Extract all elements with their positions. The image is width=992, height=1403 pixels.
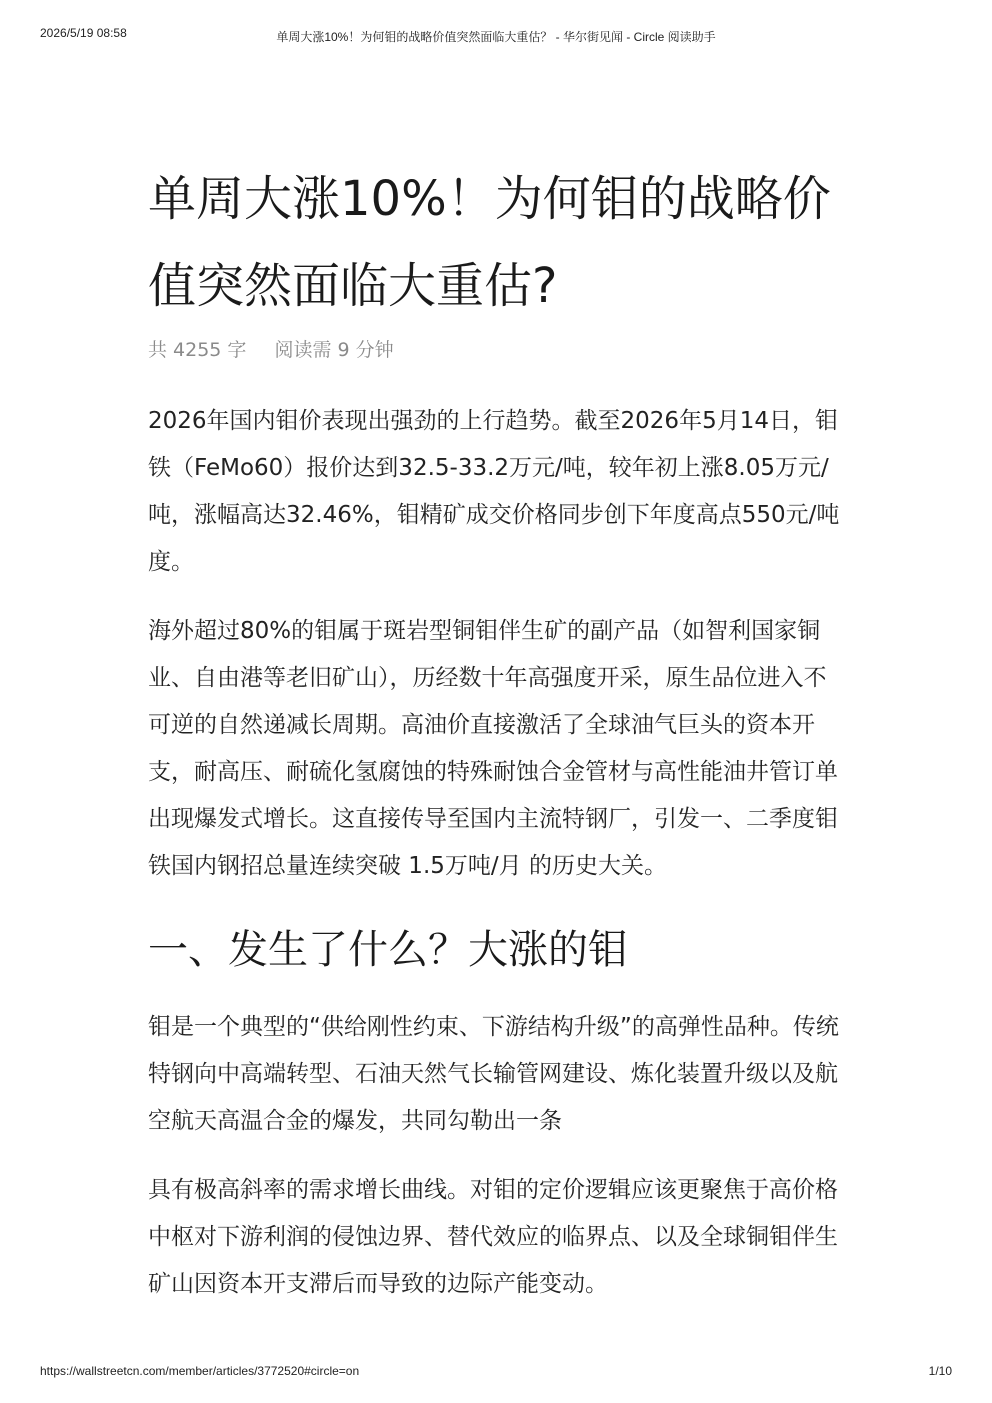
article-paragraph: 海外超过80%的钼属于斑岩型铜钼伴生矿的副产品（如智利国家铜业、自由港等老旧矿山），历经数十年高强度开采，原生品位进入不可逆的自然递减长周期。高油价直接激活了全球油气巨头的资本开支，耐高压、耐硫化氢腐蚀的特殊耐蚀合金管材与高性能油井管订单出现爆发式增长。这直接传导至国内主流特钢厂，引发一、二季度钼铁国内钢招总量连续突破 1.5万吨/月 的历史大关。 [148, 618, 838, 879]
article-meta [148, 336, 848, 364]
read-time: 阅读需 9 分钟 [274, 339, 394, 361]
page-number: 1/10 [928, 1364, 952, 1378]
print-page-title: 单周大涨10%！为何钼的战略价值突然面临大重估？ - 华尔街见闻 - Circle 阅读助手 [276, 30, 716, 44]
section-paragraph: 钼是一个典型的“供给刚性约束、下游结构升级”的高弹性品种。传统特钢向中高端转型、石油天然气长输管网建设、炼化装置升级以及航空航天高温合金的爆发，共同勾勒出一条 [148, 1014, 839, 1134]
article-paragraph: 2026年国内钼价表现出强劲的上行趋势。截至2026年5月14日，钼铁（FeMo60）报价达到32.5-33.2万元/吨，较年初上涨8.05万元/吨，涨幅高达32.46%，钼精矿成交价格同步创下年度高点550元/吨度。 [148, 408, 840, 575]
section-paragraph: 具有极高斜率的需求增长曲线。对钼的定价逻辑应该更聚焦于高价格中枢对下游利润的侵蚀边界、替代效应的临界点、以及全球铜钼伴生矿山因资本开支滞后而导致的边际产能变动。 [148, 1177, 838, 1297]
print-footer [0, 1364, 992, 1380]
section-heading: 一、发生了什么？大涨的钼 [148, 927, 628, 973]
word-count: 共 4255 字 [148, 339, 247, 361]
article-title: 单周大涨10%！为何钼的战略价值突然面临大重估? [148, 171, 831, 314]
print-timestamp: 2026/5/19 08:58 [40, 26, 127, 40]
print-header [0, 26, 992, 42]
article-url[interactable]: https://wallstreetcn.com/member/articles/3772520#circle=on [40, 1364, 360, 1378]
article [148, 156, 848, 1308]
